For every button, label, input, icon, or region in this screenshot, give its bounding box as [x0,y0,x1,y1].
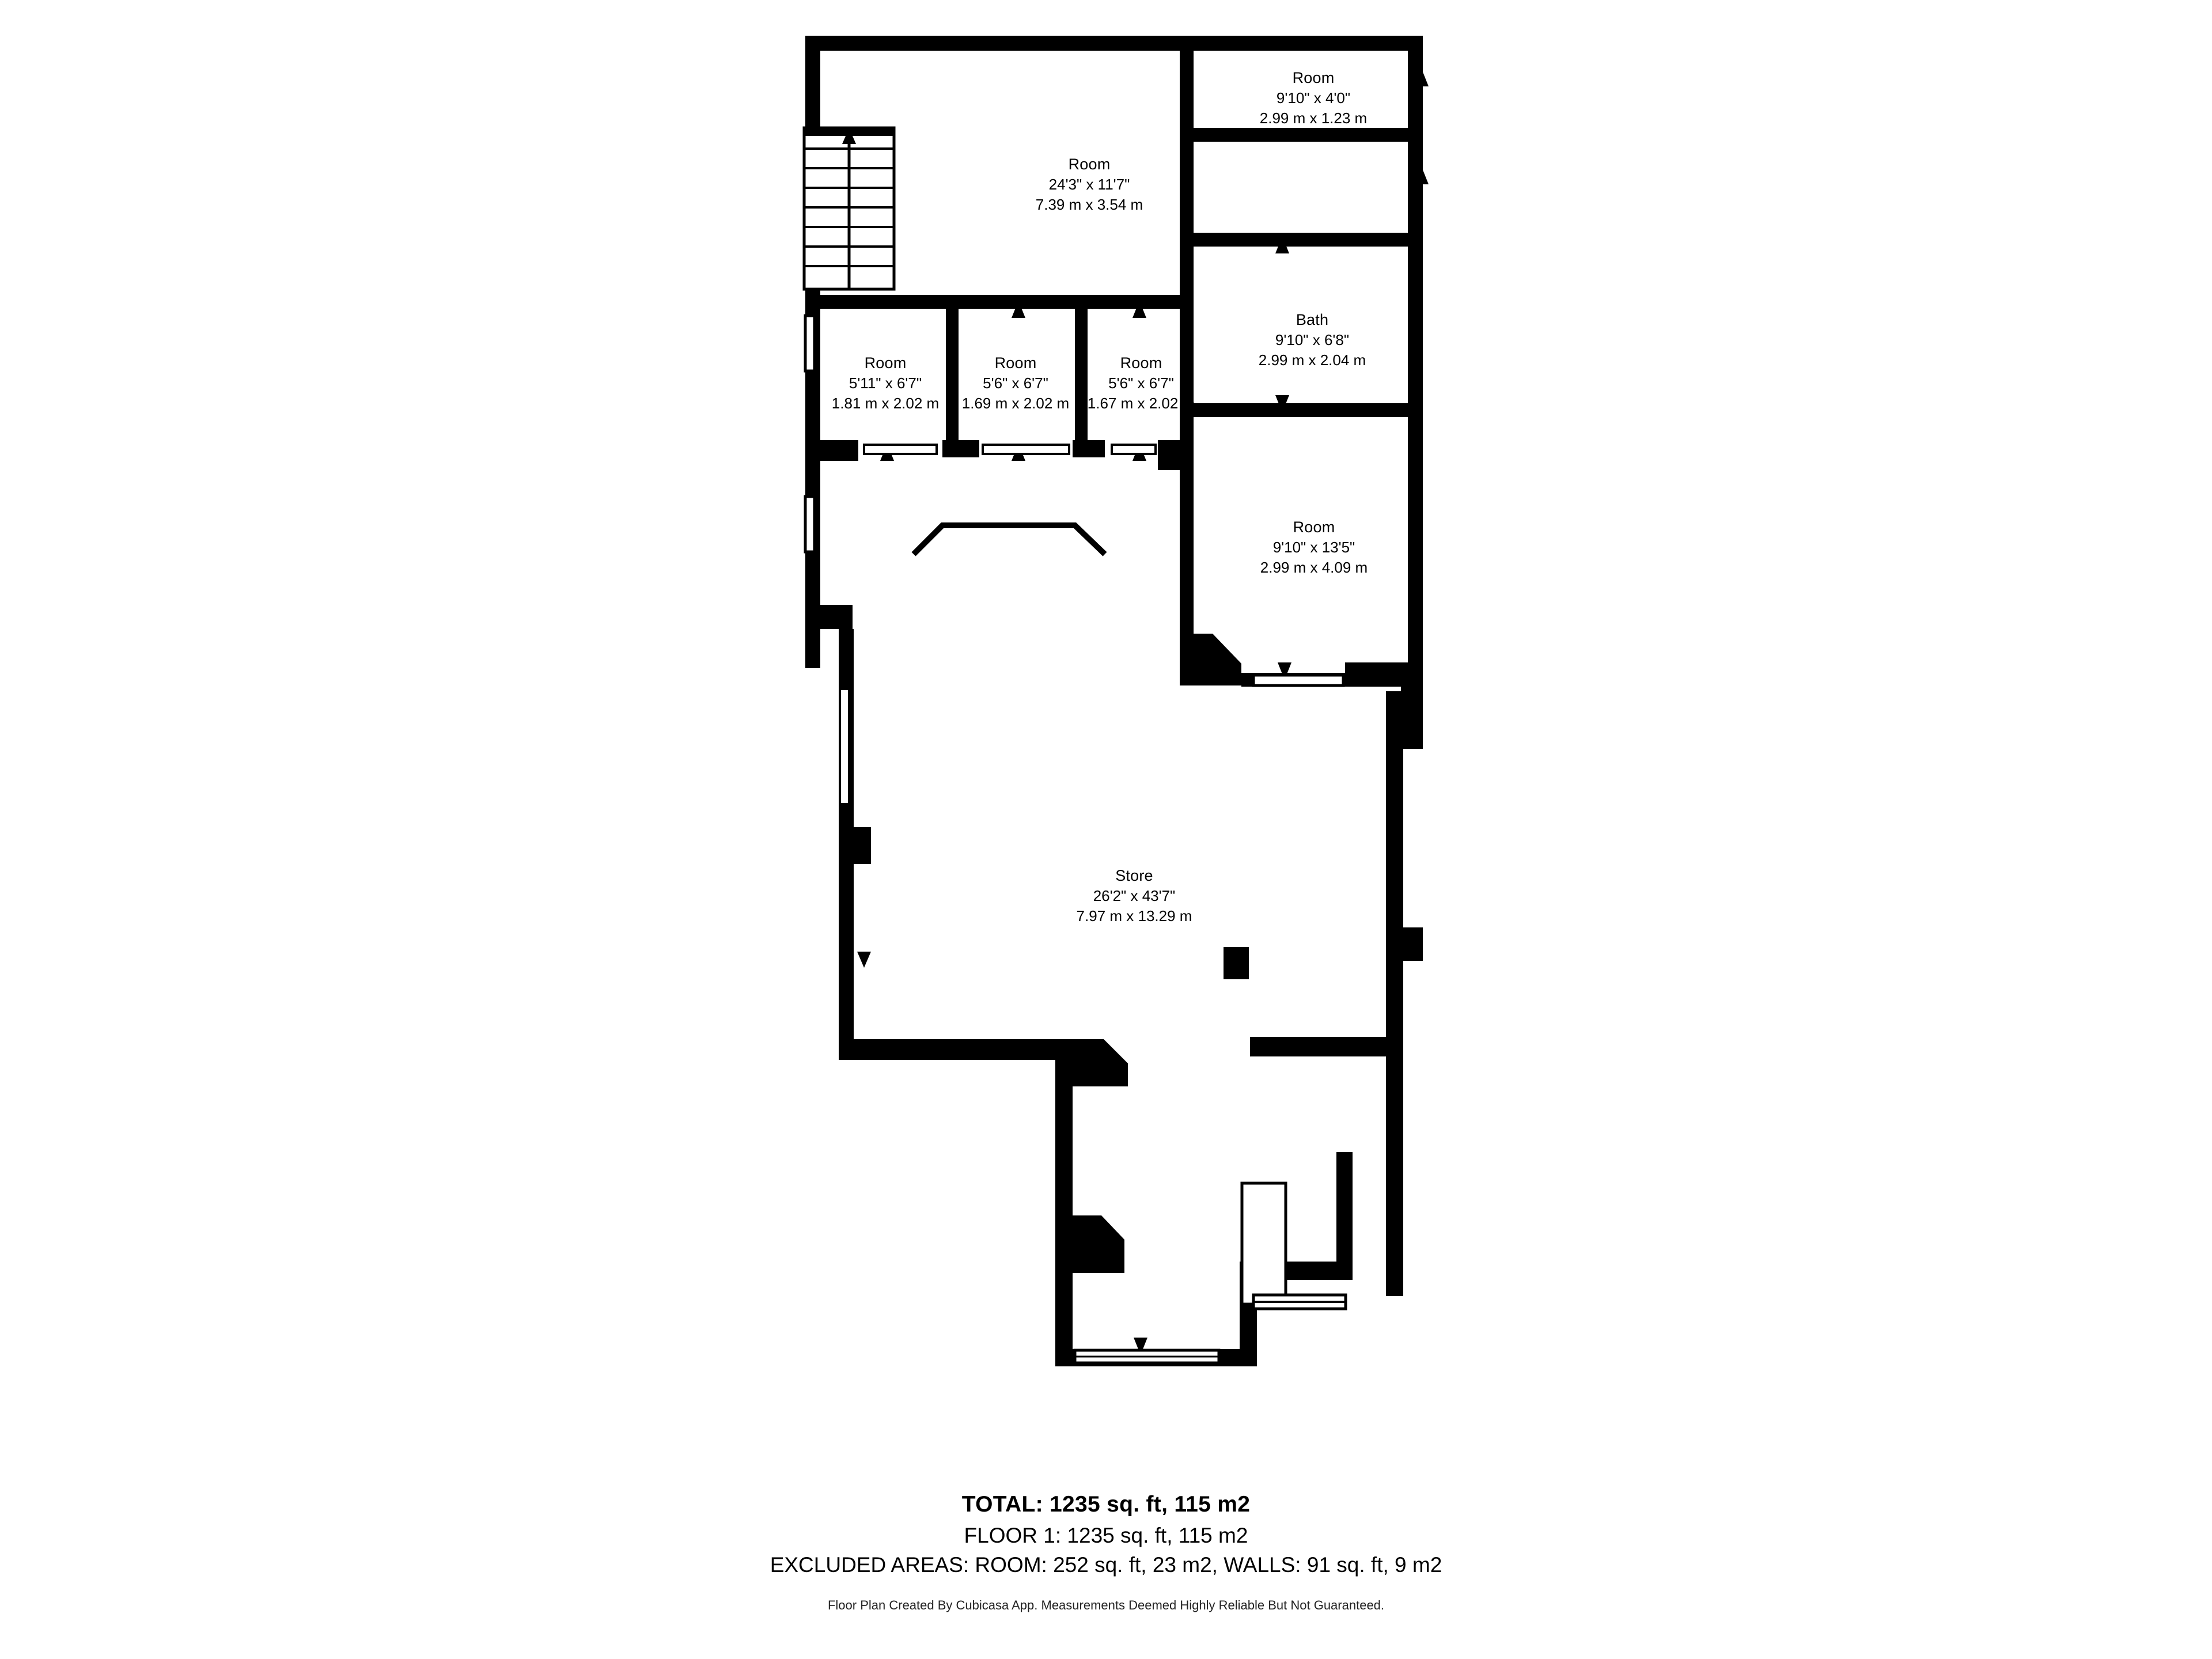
room-dims-imperial: 9'10" x 4'0" [1276,89,1351,107]
room-dims-metric: 1.67 m x 2.02 m [1087,395,1195,412]
room-dims-imperial: 5'6" x 6'7" [1108,374,1174,392]
total-area-text: TOTAL: 1235 sq. ft, 115 m2 [961,1492,1251,1517]
room-name: Room [1293,518,1335,536]
room-dims-metric: 2.99 m x 1.23 m [1259,109,1368,127]
room-dims-metric: 7.39 m x 3.54 m [1035,196,1143,214]
area-summary [0,1492,2212,1613]
room-name: Bath [1296,311,1329,329]
room-dims-imperial: 5'6" x 6'7" [983,374,1048,392]
room-name: Room [1068,156,1111,173]
room-dims-metric: 1.81 m x 2.02 m [831,395,940,412]
room-name: Room [994,354,1037,372]
room-name: Room [1120,354,1162,372]
room-dims-imperial: 9'10" x 6'8" [1275,331,1350,349]
room-dims-metric: 2.99 m x 4.09 m [1260,559,1368,577]
room-name: Store [1115,867,1153,885]
room-dims-imperial: 24'3" x 11'7" [1048,176,1130,194]
room-name: Room [864,354,907,372]
credit-text: Floor Plan Created By Cubicasa App. Measurements Deemed Highly Reliable But Not Guaranteed. [827,1598,1385,1612]
room-dims-metric: 7.97 m x 13.29 m [1076,907,1192,925]
room-dims-metric: 2.99 m x 2.04 m [1258,351,1366,369]
floor-area-text: FLOOR 1: 1235 sq. ft, 115 m2 [964,1524,1248,1547]
room-dims-imperial: 9'10" x 13'5" [1272,539,1355,556]
room-dims-imperial: 5'11" x 6'7" [849,374,922,392]
excluded-area-text: EXCLUDED AREAS: ROOM: 252 sq. ft, 23 m2, WALLS: 91 sq. ft, 9 m2 [770,1553,1442,1577]
room-dims-imperial: 26'2" x 43'7" [1093,887,1176,905]
room-dims-metric: 1.69 m x 2.02 m [961,395,1070,412]
room-name: Room [1292,69,1335,87]
